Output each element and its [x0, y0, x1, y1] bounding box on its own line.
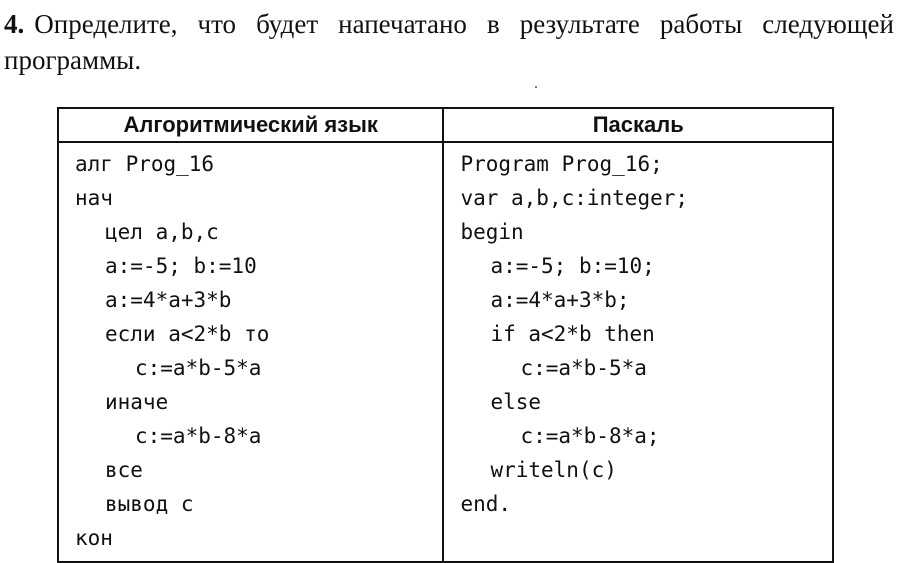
code-comparison-table [57, 107, 834, 563]
algorithmic-code-line: нач [75, 186, 113, 210]
header-algorithmic-language: Алгоритмический язык [58, 108, 443, 142]
algorithmic-code-line: a:=-5; b:=10 [105, 254, 257, 278]
algorithmic-code-line: если a<2*b то [105, 322, 270, 346]
pascal-code-line: if a<2*b then [490, 322, 655, 346]
header-pascal: Паскаль [443, 108, 833, 142]
table-header-row [58, 108, 833, 142]
algorithmic-code-line: c:=a*b-5*a [135, 356, 262, 380]
code-row [58, 142, 833, 562]
algorithmic-code-line: все [105, 458, 143, 482]
question-number: 4. [4, 9, 25, 39]
pascal-code-line: c:=a*b-5*a [520, 356, 647, 380]
algorithmic-code-line: кон [75, 526, 113, 550]
algorithmic-code-line: a:=4*a+3*b [105, 288, 232, 312]
algorithmic-code-line: алг Prog_16 [75, 152, 215, 176]
pascal-code-line: var a,b,c:integer; [460, 186, 689, 210]
algorithmic-code-line: c:=a*b-8*a [135, 424, 262, 448]
algorithmic-code-line: цел a,b,c [105, 220, 219, 244]
algorithmic-code-cell [58, 142, 443, 562]
question-text-block [4, 6, 894, 78]
pascal-code-line: begin [460, 220, 524, 244]
pascal-code-line: else [490, 390, 542, 414]
algorithmic-code-line: вывод c [105, 492, 194, 516]
pascal-code-line: end. [460, 492, 512, 516]
pascal-code-line: a:=-5; b:=10; [490, 254, 655, 278]
pascal-code-line: a:=4*a+3*b; [490, 288, 630, 312]
pascal-code-cell [443, 142, 833, 562]
pascal-code-line: c:=a*b-8*a; [520, 424, 660, 448]
pascal-code-line: Program Prog_16; [460, 152, 663, 176]
pascal-code-line: writeln(c) [490, 458, 617, 482]
scan-speck [535, 86, 537, 88]
question-text: Определите, что будет напечатано в результате работы следующей программы. [4, 9, 894, 75]
algorithmic-code-line: иначе [105, 390, 169, 414]
